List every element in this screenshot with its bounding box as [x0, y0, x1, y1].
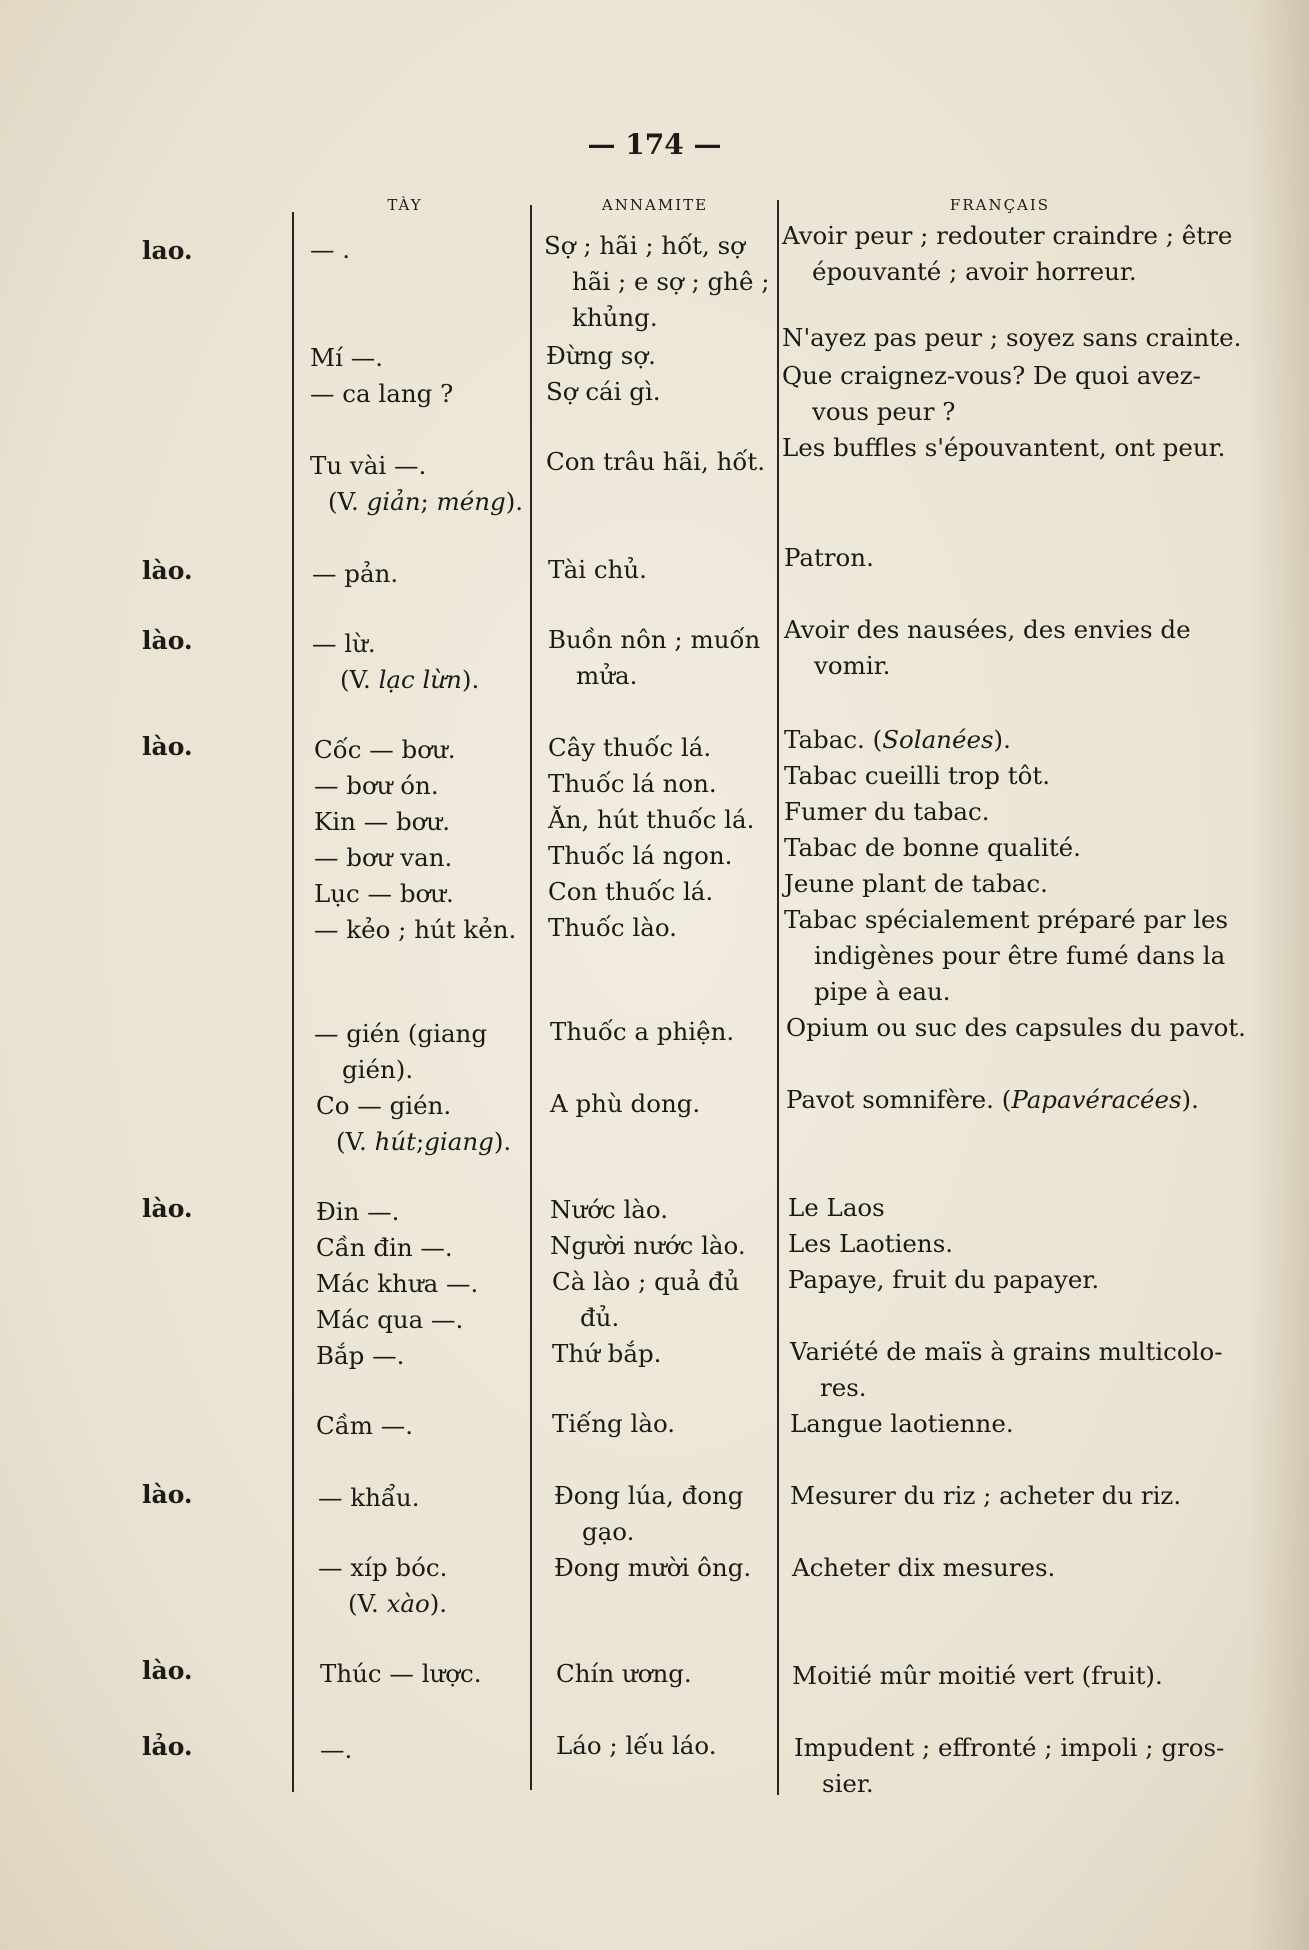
annamite-cell: Sợ cái gì.	[546, 377, 661, 406]
francais-cell: Que craignez-vous? De quoi avez-	[782, 361, 1201, 390]
annamite-cell: Thuốc a phiện.	[550, 1017, 735, 1046]
header-annamite: ANNAMITE	[601, 196, 709, 214]
headword: lao.	[142, 236, 193, 265]
annamite-cell: Thứ bắp.	[552, 1339, 662, 1368]
tay-cell: Đin —.	[316, 1197, 400, 1226]
francais-cell: Acheter dix mesures.	[792, 1553, 1056, 1582]
francais-cell: Tabac. (Solanées).	[784, 725, 1011, 754]
tay-cell: Bắp —.	[316, 1341, 405, 1370]
tay-cell: — gién (giang	[314, 1019, 488, 1048]
francais-cell: Fumer du tabac.	[784, 797, 990, 826]
annamite-cell: Đong mười ông.	[554, 1553, 752, 1582]
francais-cell: Tabac spécialement préparé par les	[784, 905, 1229, 934]
annamite-cell: Nước lào.	[550, 1195, 669, 1224]
headword: lào.	[142, 1194, 193, 1223]
header-tay: TÀY	[387, 196, 423, 214]
tay-cell: Cầm —.	[316, 1411, 414, 1440]
page-number: — 174 —	[587, 128, 722, 161]
tay-cell: Mí —.	[310, 343, 383, 372]
annamite-cell: Cà lào ; quả đủ	[552, 1267, 740, 1296]
annamite-cell: hãi ; e sợ ; ghê ;	[572, 267, 770, 296]
annamite-cell: Đong lúa, đong	[554, 1481, 744, 1510]
headword: lào.	[142, 732, 193, 761]
annamite-cell: Cây thuốc lá.	[548, 733, 712, 762]
column-rule-1	[292, 212, 294, 1792]
francais-cell: Moitié mûr moitié vert (fruit).	[792, 1661, 1163, 1690]
francais-cell: Tabac de bonne qualité.	[784, 833, 1081, 862]
tay-cell-reference: (V. giản; méng).	[328, 487, 524, 516]
tay-cell: Cốc — bơư.	[314, 735, 456, 764]
annamite-cell: Láo ; lếu láo.	[556, 1731, 717, 1760]
headword: lào.	[142, 1656, 193, 1685]
annamite-cell: A phù dong.	[550, 1089, 701, 1118]
tay-cell: — khẩu.	[318, 1483, 420, 1512]
francais-cell: Le Laos	[788, 1193, 885, 1222]
tay-cell: — xíp bóc.	[318, 1553, 448, 1582]
francais-cell: Avoir des nausées, des envies de	[784, 615, 1191, 644]
annamite-cell: Tài chủ.	[548, 555, 647, 584]
tay-cell: — .	[310, 235, 351, 264]
francais-cell: Les Laotiens.	[788, 1229, 954, 1258]
headword: lào.	[142, 556, 193, 585]
francais-cell: Pavot somnifère. (Papavéracées).	[786, 1085, 1199, 1114]
tay-cell: Cần đin —.	[316, 1233, 453, 1262]
headword: lào.	[142, 1480, 193, 1509]
francais-cell: indigènes pour être fumé dans la	[814, 941, 1226, 970]
headword: lảo.	[142, 1732, 193, 1761]
francais-cell: res.	[820, 1373, 867, 1402]
annamite-cell: Tiếng lào.	[552, 1409, 676, 1438]
francais-cell: Avoir peur ; redouter craindre ; être	[782, 221, 1233, 250]
francais-cell: Mesurer du riz ; acheter du riz.	[790, 1481, 1182, 1510]
tay-cell: Co — gién.	[316, 1091, 452, 1120]
annamite-cell: Chín ương.	[556, 1659, 692, 1688]
annamite-cell: Người nước lào.	[550, 1231, 746, 1260]
tay-cell-reference: (V. lạc lừn).	[340, 665, 480, 694]
tay-cell: Mác khưa —.	[316, 1269, 479, 1298]
annamite-cell: gạo.	[582, 1517, 635, 1546]
annamite-cell: Thuốc lá ngon.	[548, 841, 733, 870]
tay-cell: — lừ.	[312, 629, 376, 658]
annamite-cell: Ăn, hút thuốc lá.	[548, 805, 755, 834]
annamite-cell: Con trâu hãi, hốt.	[546, 447, 765, 476]
annamite-cell: khủng.	[572, 303, 658, 332]
annamite-cell: Con thuốc lá.	[548, 877, 714, 906]
annamite-cell: đủ.	[580, 1303, 620, 1332]
francais-cell: N'ayez pas peur ; soyez sans crainte.	[782, 323, 1242, 352]
francais-cell: Patron.	[784, 543, 874, 572]
tay-cell: Kin — bơư.	[314, 807, 450, 836]
annamite-cell: Sợ ; hãi ; hốt, sợ	[544, 231, 745, 260]
tay-cell: gién).	[342, 1055, 414, 1084]
francais-cell: Tabac cueilli trop tôt.	[784, 761, 1050, 790]
tay-cell: — ca lang ?	[310, 379, 454, 408]
francais-cell: Opium ou suc des capsules du pavot.	[786, 1013, 1246, 1042]
tay-cell: Lục — bơư.	[314, 879, 454, 908]
francais-cell: pipe à eau.	[814, 977, 951, 1006]
tay-cell: — pản.	[312, 559, 399, 588]
headword: lào.	[142, 626, 193, 655]
tay-cell: —.	[320, 1735, 353, 1764]
francais-cell: Langue laotienne.	[790, 1409, 1014, 1438]
tay-cell-reference: (V. xào).	[348, 1589, 448, 1618]
francais-cell: Impudent ; effronté ; impoli ; gros-	[794, 1733, 1225, 1762]
francais-cell: Les buffles s'épouvantent, ont peur.	[782, 433, 1226, 462]
francais-cell: Papaye, fruit du papayer.	[788, 1265, 1100, 1294]
annamite-cell: mửa.	[576, 661, 638, 690]
header-francais: FRANÇAIS	[949, 196, 1051, 214]
annamite-cell: Đừng sợ.	[546, 341, 656, 370]
page-edge-shadow	[1249, 0, 1309, 1950]
francais-cell: Jeune plant de tabac.	[784, 869, 1048, 898]
annamite-cell: Thuốc lào.	[548, 913, 677, 942]
francais-cell: vous peur ?	[812, 397, 956, 426]
francais-cell: vomir.	[814, 651, 891, 680]
francais-cell: Variété de maïs à grains multicolo-	[790, 1337, 1223, 1366]
tay-cell: — bơư ón.	[314, 771, 439, 800]
tay-cell: — bơư van.	[314, 843, 453, 872]
tay-cell: Thúc — lược.	[320, 1659, 482, 1688]
annamite-cell: Thuốc lá non.	[548, 769, 717, 798]
tay-cell: — kẻo ; hút kẻn.	[314, 915, 517, 944]
column-rule-3	[777, 200, 779, 1795]
francais-cell: épouvanté ; avoir horreur.	[812, 257, 1137, 286]
annamite-cell: Buồn nôn ; muốn	[548, 625, 761, 654]
francais-cell: sier.	[822, 1769, 874, 1798]
column-rule-2	[530, 205, 532, 1790]
tay-cell-reference: (V. hút;giang).	[336, 1127, 512, 1156]
tay-cell: Mác qua —.	[316, 1305, 464, 1334]
tay-cell: Tu vài —.	[310, 451, 427, 480]
